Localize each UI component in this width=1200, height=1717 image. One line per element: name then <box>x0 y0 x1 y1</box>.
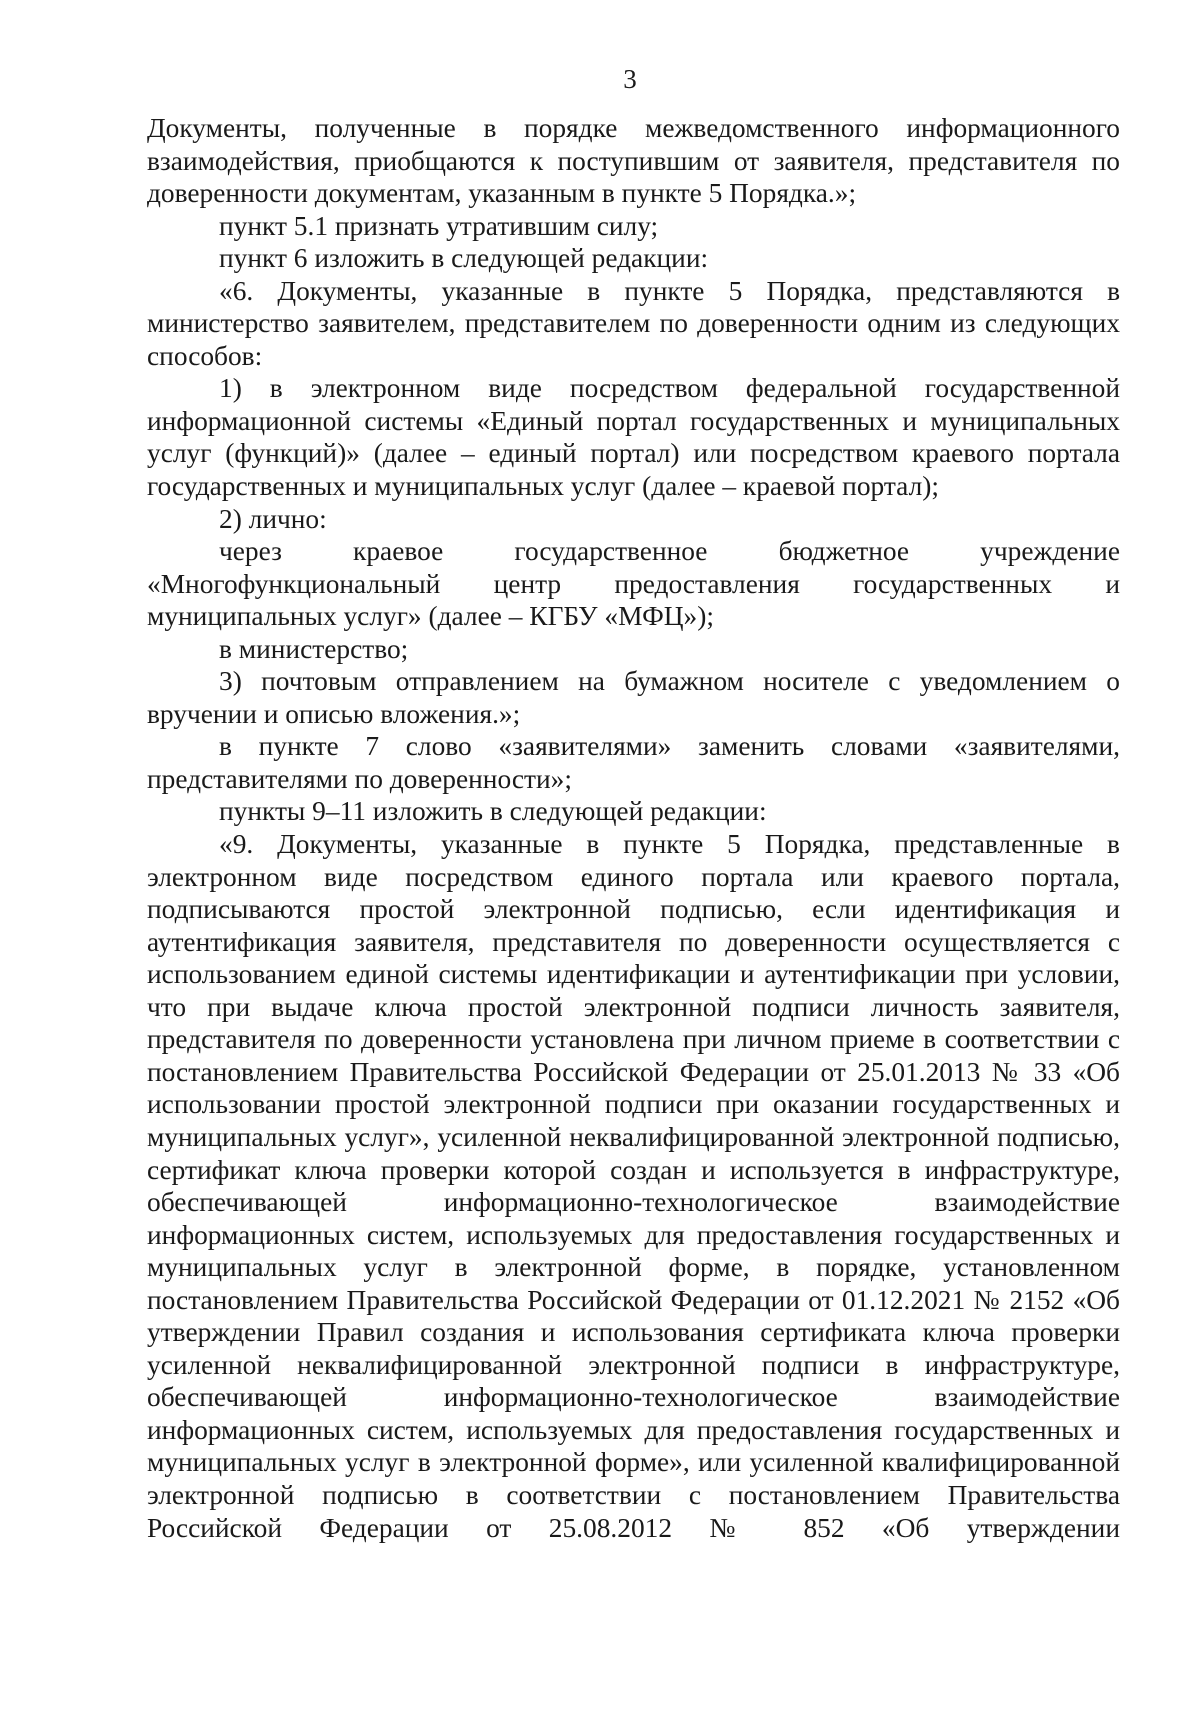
paragraph-option-electronic: 1) в электронном виде посредством федеральной государственной информационной системы «Единый портал государственных и муниципальных услуг (функций)» (далее – единый портал) или посредством краевого портала государственных и муниципальных услуг (далее – краевой портал); <box>147 373 1120 502</box>
paragraph-via-ministry: в министерство; <box>219 633 409 664</box>
paragraph-item-6-intro: пункт 6 изложить в следующей редакции: <box>219 243 709 274</box>
document-body <box>147 112 1120 1544</box>
paragraph-item-6: «6. Документы, указанные в пункте 5 Порядка, представляются в министерство заявителем, представителем по доверенности одним из следующих способов: <box>147 275 1120 371</box>
paragraph-item-5-1: пункт 5.1 признать утратившим силу; <box>219 210 659 241</box>
paragraph-intergovernmental-documents: Документы, полученные в порядке межведомственного информационного взаимодействия, приобщаются к поступившим от заявителя, представителя по доверенности документам, указанным в пункте 5 Порядка.»; <box>147 113 1120 209</box>
paragraph-items-9-11-intro: пункты 9–11 изложить в следующей редакции: <box>219 796 767 827</box>
paragraph-option-postal: 3) почтовым отправлением на бумажном носителе с уведомлением о вручении и описью вложения.»; <box>147 666 1120 729</box>
paragraph-item-7: в пункте 7 слово «заявителями» заменить словами «заявителями, представителями по доверенности»; <box>147 731 1120 794</box>
paragraph-via-mfc: через краевое государственное бюджетное учреждение «Многофункциональный центр предоставления государственных и муниципальных услуг» (далее – КГБУ «МФЦ»); <box>147 536 1120 632</box>
paragraph-option-in-person: 2) лично: <box>219 503 327 534</box>
paragraph-item-9: «9. Документы, указанные в пункте 5 Порядка, представленные в электронном виде посредством единого портала или краевого портала, подписываются простой электронной подписью, если идентификация и аутентификация заявителя, представителя по доверенности осуществляется с использованием единой системы идентификации и аутентификации при условии, что при выдаче ключа простой электронной подписи личность заявителя, представителя по доверенности установлена при личном приеме в соответствии с постановлением Правительства Российской Федерации от 25.01.2013 № 33 «Об использовании простой электронной подписи при оказании государственных и муниципальных услуг», усиленной неквалифицированной электронной подписью, сертификат ключа проверки которой создан и используется в инфраструктуре, обеспечивающей информационно-технологическое взаимодействие информационных систем, используемых для предоставления государственных и муниципальных услуг в электронной форме, в порядке, установленном постановлением Правительства Российской Федерации от 01.12.2021 № 2152 «Об утверждении Правил создания и использования сертификата ключа проверки усиленной неквалифицированной электронной подписи в инфраструктуре, обеспечивающей информационно-технологическое взаимодействие информационных систем, используемых для предоставления государственных и муниципальных услуг в электронной форме», или усиленной квалифицированной электронной подписью в соответствии с постановлением Правительства Российской Федерации от 25.08.2012 № 852 «Об утверждении <box>147 829 1120 1543</box>
page-number: 3 <box>623 64 637 94</box>
